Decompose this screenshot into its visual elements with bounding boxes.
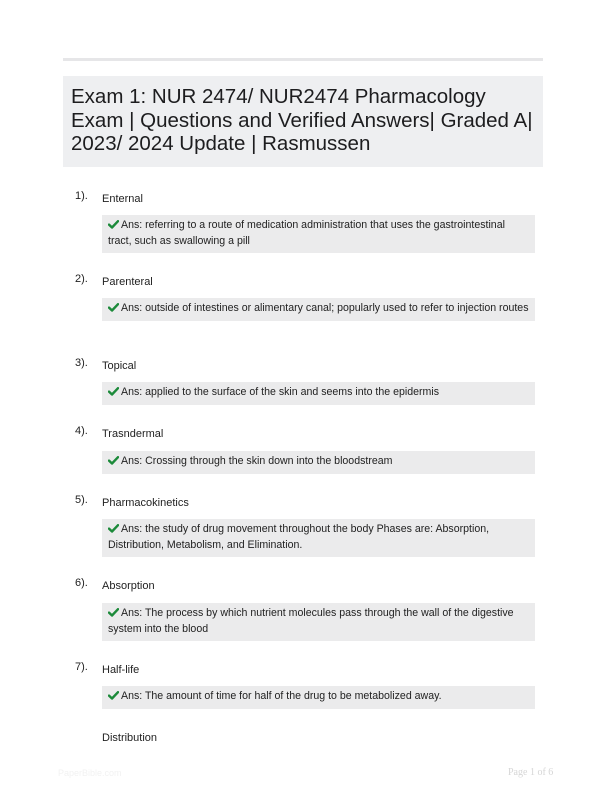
check-icon xyxy=(108,524,119,533)
check-icon xyxy=(108,387,119,396)
title-box xyxy=(63,76,543,167)
question-number: 3). xyxy=(75,357,88,369)
question-number: 7). xyxy=(75,661,88,673)
question-term: Topical xyxy=(102,360,137,372)
answer-text: Ans: The process by which nutrient molecules pass through the wall of the digestive system into the blood xyxy=(108,607,514,635)
top-divider xyxy=(63,58,543,61)
question-term: Trasndermal xyxy=(102,428,164,440)
answer-box xyxy=(102,215,535,253)
question-number: 4). xyxy=(75,425,88,437)
answer-box xyxy=(102,298,535,321)
question-number: 2). xyxy=(75,273,88,285)
footer-site: PaperBible.com xyxy=(58,768,122,778)
question-number: 1). xyxy=(75,190,88,202)
question-term: Distribution xyxy=(102,732,158,744)
question-number: 6). xyxy=(75,577,88,589)
answer-box xyxy=(102,603,535,641)
question-term: Absorption xyxy=(102,580,155,592)
check-icon xyxy=(108,303,119,312)
answer-box xyxy=(102,382,535,405)
answer-box xyxy=(102,519,535,557)
question-number: 5). xyxy=(75,494,88,506)
answer-box xyxy=(102,686,535,709)
answer-text: Ans: applied to the surface of the skin and seems into the epidermis xyxy=(121,386,439,398)
answer-text: Ans: outside of intestines or alimentary canal; popularly used to refer to injection routes xyxy=(121,302,529,314)
question-term: Pharmacokinetics xyxy=(102,497,189,509)
answer-box xyxy=(102,451,535,474)
answer-text: Ans: the study of drug movement throughout the body Phases are: Absorption, Distribution, Metabolism, and Elimination. xyxy=(108,523,490,551)
check-icon xyxy=(108,456,119,465)
answer-text: Ans: The amount of time for half of the drug to be metabolized away. xyxy=(121,690,442,702)
page-number: Page 1 of 6 xyxy=(508,767,554,778)
question-term: Enternal xyxy=(102,193,143,205)
check-icon xyxy=(108,608,119,617)
answer-text: Ans: Crossing through the skin down into the bloodstream xyxy=(121,455,393,467)
check-icon xyxy=(108,220,119,229)
question-term: Parenteral xyxy=(102,276,153,288)
question-term: Half-life xyxy=(102,664,140,676)
check-icon xyxy=(108,691,119,700)
page-title: Exam 1: NUR 2474/ NUR2474 Pharmacology Exam | Questions and Verified Answers| Graded A| 2023/ 2024 Update | Rasmussen xyxy=(71,85,533,155)
answer-text: Ans: referring to a route of medication administration that uses the gastrointestinal tract, such as swallowing a pill xyxy=(108,219,505,247)
